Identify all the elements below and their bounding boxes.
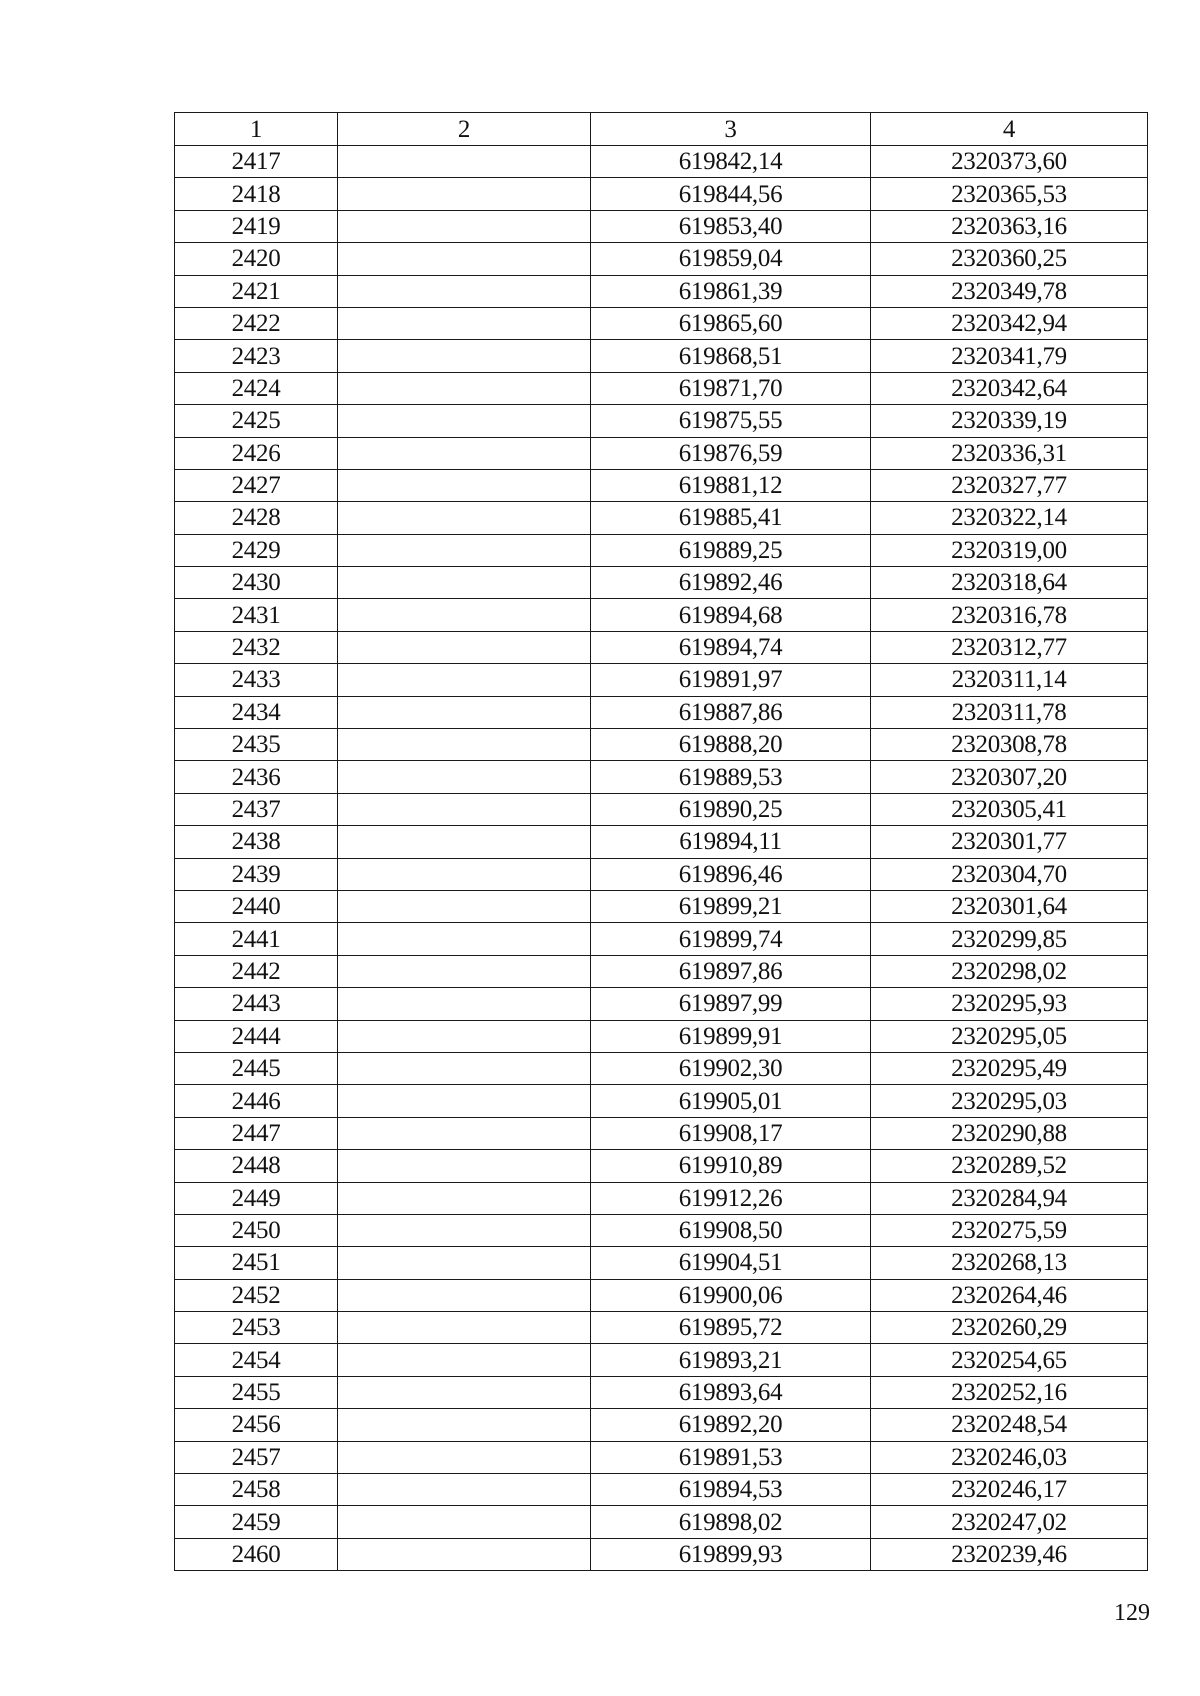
point-number-cell: 2440 xyxy=(175,890,338,922)
point-number-cell: 2426 xyxy=(175,437,338,469)
y-coordinate-cell: 2320305,41 xyxy=(871,793,1148,825)
empty-cell xyxy=(338,664,591,696)
x-coordinate-cell: 619875,55 xyxy=(591,405,871,437)
y-coordinate-cell: 2320246,17 xyxy=(871,1474,1148,1506)
empty-cell xyxy=(338,178,591,210)
point-number-cell: 2455 xyxy=(175,1376,338,1408)
point-number-cell: 2435 xyxy=(175,729,338,761)
x-coordinate-cell: 619900,06 xyxy=(591,1279,871,1311)
point-number-cell: 2431 xyxy=(175,599,338,631)
y-coordinate-cell: 2320318,64 xyxy=(871,567,1148,599)
x-coordinate-cell: 619899,93 xyxy=(591,1538,871,1570)
table-row xyxy=(175,923,1148,955)
empty-cell xyxy=(338,1020,591,1052)
table-row xyxy=(175,146,1148,178)
empty-cell xyxy=(338,1182,591,1214)
empty-cell xyxy=(338,696,591,728)
x-coordinate-cell: 619899,91 xyxy=(591,1020,871,1052)
y-coordinate-cell: 2320275,59 xyxy=(871,1214,1148,1246)
point-number-cell: 2450 xyxy=(175,1214,338,1246)
point-number-cell: 2430 xyxy=(175,567,338,599)
x-coordinate-cell: 619892,20 xyxy=(591,1409,871,1441)
empty-cell xyxy=(338,1312,591,1344)
y-coordinate-cell: 2320298,02 xyxy=(871,955,1148,987)
table-row xyxy=(175,502,1148,534)
y-coordinate-cell: 2320246,03 xyxy=(871,1441,1148,1473)
x-coordinate-cell: 619861,39 xyxy=(591,275,871,307)
y-coordinate-cell: 2320295,05 xyxy=(871,1020,1148,1052)
table-row xyxy=(175,1182,1148,1214)
table-row xyxy=(175,793,1148,825)
table-row xyxy=(175,1214,1148,1246)
y-coordinate-cell: 2320295,03 xyxy=(871,1085,1148,1117)
x-coordinate-cell: 619844,56 xyxy=(591,178,871,210)
empty-cell xyxy=(338,1344,591,1376)
y-coordinate-cell: 2320290,88 xyxy=(871,1117,1148,1149)
table-row xyxy=(175,696,1148,728)
point-number-cell: 2456 xyxy=(175,1409,338,1441)
point-number-cell: 2441 xyxy=(175,923,338,955)
y-coordinate-cell: 2320299,85 xyxy=(871,923,1148,955)
empty-cell xyxy=(338,567,591,599)
table-row xyxy=(175,372,1148,404)
point-number-cell: 2442 xyxy=(175,955,338,987)
empty-cell xyxy=(338,534,591,566)
point-number-cell: 2444 xyxy=(175,1020,338,1052)
table-row xyxy=(175,1052,1148,1084)
x-coordinate-cell: 619905,01 xyxy=(591,1085,871,1117)
column-header: 2 xyxy=(338,113,591,146)
point-number-cell: 2418 xyxy=(175,178,338,210)
empty-cell xyxy=(338,146,591,178)
x-coordinate-cell: 619888,20 xyxy=(591,729,871,761)
y-coordinate-cell: 2320248,54 xyxy=(871,1409,1148,1441)
y-coordinate-cell: 2320311,14 xyxy=(871,664,1148,696)
x-coordinate-cell: 619871,70 xyxy=(591,372,871,404)
y-coordinate-cell: 2320327,77 xyxy=(871,469,1148,501)
table-row xyxy=(175,729,1148,761)
point-number-cell: 2438 xyxy=(175,826,338,858)
empty-cell xyxy=(338,826,591,858)
x-coordinate-cell: 619891,97 xyxy=(591,664,871,696)
point-number-cell: 2451 xyxy=(175,1247,338,1279)
column-header: 1 xyxy=(175,113,338,146)
table-row xyxy=(175,1506,1148,1538)
table-row xyxy=(175,1117,1148,1149)
header-row xyxy=(175,113,1148,146)
x-coordinate-cell: 619893,21 xyxy=(591,1344,871,1376)
x-coordinate-cell: 619908,50 xyxy=(591,1214,871,1246)
y-coordinate-cell: 2320336,31 xyxy=(871,437,1148,469)
empty-cell xyxy=(338,1441,591,1473)
y-coordinate-cell: 2320341,79 xyxy=(871,340,1148,372)
x-coordinate-cell: 619908,17 xyxy=(591,1117,871,1149)
table-row xyxy=(175,1376,1148,1408)
y-coordinate-cell: 2320322,14 xyxy=(871,502,1148,534)
empty-cell xyxy=(338,631,591,663)
y-coordinate-cell: 2320284,94 xyxy=(871,1182,1148,1214)
empty-cell xyxy=(338,955,591,987)
point-number-cell: 2417 xyxy=(175,146,338,178)
empty-cell xyxy=(338,793,591,825)
empty-cell xyxy=(338,858,591,890)
point-number-cell: 2420 xyxy=(175,243,338,275)
table-row xyxy=(175,858,1148,890)
x-coordinate-cell: 619898,02 xyxy=(591,1506,871,1538)
table-row xyxy=(175,1409,1148,1441)
table-row xyxy=(175,243,1148,275)
point-number-cell: 2419 xyxy=(175,210,338,242)
empty-cell xyxy=(338,923,591,955)
x-coordinate-cell: 619894,68 xyxy=(591,599,871,631)
y-coordinate-cell: 2320363,16 xyxy=(871,210,1148,242)
x-coordinate-cell: 619890,25 xyxy=(591,793,871,825)
empty-cell xyxy=(338,729,591,761)
empty-cell xyxy=(338,1214,591,1246)
empty-cell xyxy=(338,372,591,404)
point-number-cell: 2421 xyxy=(175,275,338,307)
empty-cell xyxy=(338,1376,591,1408)
y-coordinate-cell: 2320247,02 xyxy=(871,1506,1148,1538)
y-coordinate-cell: 2320312,77 xyxy=(871,631,1148,663)
point-number-cell: 2449 xyxy=(175,1182,338,1214)
table-row xyxy=(175,275,1148,307)
y-coordinate-cell: 2320311,78 xyxy=(871,696,1148,728)
empty-cell xyxy=(338,988,591,1020)
empty-cell xyxy=(338,1474,591,1506)
x-coordinate-cell: 619896,46 xyxy=(591,858,871,890)
table-row xyxy=(175,826,1148,858)
x-coordinate-cell: 619891,53 xyxy=(591,1441,871,1473)
table-row xyxy=(175,178,1148,210)
empty-cell xyxy=(338,210,591,242)
empty-cell xyxy=(338,437,591,469)
x-coordinate-cell: 619889,25 xyxy=(591,534,871,566)
point-number-cell: 2427 xyxy=(175,469,338,501)
empty-cell xyxy=(338,1117,591,1149)
y-coordinate-cell: 2320239,46 xyxy=(871,1538,1148,1570)
point-number-cell: 2425 xyxy=(175,405,338,437)
table-header xyxy=(175,113,1148,146)
empty-cell xyxy=(338,405,591,437)
y-coordinate-cell: 2320289,52 xyxy=(871,1150,1148,1182)
column-header: 4 xyxy=(871,113,1148,146)
y-coordinate-cell: 2320301,64 xyxy=(871,890,1148,922)
point-number-cell: 2424 xyxy=(175,372,338,404)
point-number-cell: 2452 xyxy=(175,1279,338,1311)
point-number-cell: 2460 xyxy=(175,1538,338,1570)
table-row xyxy=(175,210,1148,242)
empty-cell xyxy=(338,502,591,534)
y-coordinate-cell: 2320295,93 xyxy=(871,988,1148,1020)
table-row xyxy=(175,1247,1148,1279)
table-row xyxy=(175,1344,1148,1376)
x-coordinate-cell: 619859,04 xyxy=(591,243,871,275)
y-coordinate-cell: 2320360,25 xyxy=(871,243,1148,275)
y-coordinate-cell: 2320260,29 xyxy=(871,1312,1148,1344)
table-row xyxy=(175,1020,1148,1052)
table-row xyxy=(175,469,1148,501)
y-coordinate-cell: 2320349,78 xyxy=(871,275,1148,307)
empty-cell xyxy=(338,599,591,631)
point-number-cell: 2453 xyxy=(175,1312,338,1344)
x-coordinate-cell: 619894,53 xyxy=(591,1474,871,1506)
point-number-cell: 2448 xyxy=(175,1150,338,1182)
x-coordinate-cell: 619894,11 xyxy=(591,826,871,858)
y-coordinate-cell: 2320252,16 xyxy=(871,1376,1148,1408)
x-coordinate-cell: 619892,46 xyxy=(591,567,871,599)
y-coordinate-cell: 2320264,46 xyxy=(871,1279,1148,1311)
point-number-cell: 2422 xyxy=(175,307,338,339)
table-row xyxy=(175,761,1148,793)
x-coordinate-cell: 619902,30 xyxy=(591,1052,871,1084)
y-coordinate-cell: 2320304,70 xyxy=(871,858,1148,890)
table-row xyxy=(175,1474,1148,1506)
table-row xyxy=(175,567,1148,599)
point-number-cell: 2433 xyxy=(175,664,338,696)
table-row xyxy=(175,1441,1148,1473)
point-number-cell: 2443 xyxy=(175,988,338,1020)
x-coordinate-cell: 619897,99 xyxy=(591,988,871,1020)
empty-cell xyxy=(338,1052,591,1084)
point-number-cell: 2454 xyxy=(175,1344,338,1376)
x-coordinate-cell: 619887,86 xyxy=(591,696,871,728)
y-coordinate-cell: 2320339,19 xyxy=(871,405,1148,437)
x-coordinate-cell: 619904,51 xyxy=(591,1247,871,1279)
table-row xyxy=(175,1279,1148,1311)
x-coordinate-cell: 619865,60 xyxy=(591,307,871,339)
point-number-cell: 2446 xyxy=(175,1085,338,1117)
table-row xyxy=(175,340,1148,372)
x-coordinate-cell: 619899,74 xyxy=(591,923,871,955)
point-number-cell: 2428 xyxy=(175,502,338,534)
x-coordinate-cell: 619893,64 xyxy=(591,1376,871,1408)
y-coordinate-cell: 2320316,78 xyxy=(871,599,1148,631)
point-number-cell: 2436 xyxy=(175,761,338,793)
y-coordinate-cell: 2320342,94 xyxy=(871,307,1148,339)
y-coordinate-cell: 2320301,77 xyxy=(871,826,1148,858)
point-number-cell: 2457 xyxy=(175,1441,338,1473)
x-coordinate-cell: 619910,89 xyxy=(591,1150,871,1182)
y-coordinate-cell: 2320254,65 xyxy=(871,1344,1148,1376)
x-coordinate-cell: 619881,12 xyxy=(591,469,871,501)
empty-cell xyxy=(338,1247,591,1279)
empty-cell xyxy=(338,890,591,922)
x-coordinate-cell: 619889,53 xyxy=(591,761,871,793)
table-row xyxy=(175,664,1148,696)
table-row xyxy=(175,534,1148,566)
point-number-cell: 2459 xyxy=(175,1506,338,1538)
table-row xyxy=(175,405,1148,437)
table-row xyxy=(175,599,1148,631)
point-number-cell: 2434 xyxy=(175,696,338,728)
table-body xyxy=(175,146,1148,1571)
point-number-cell: 2439 xyxy=(175,858,338,890)
point-number-cell: 2432 xyxy=(175,631,338,663)
empty-cell xyxy=(338,1085,591,1117)
x-coordinate-cell: 619885,41 xyxy=(591,502,871,534)
y-coordinate-cell: 2320295,49 xyxy=(871,1052,1148,1084)
point-number-cell: 2429 xyxy=(175,534,338,566)
table-row xyxy=(175,988,1148,1020)
y-coordinate-cell: 2320268,13 xyxy=(871,1247,1148,1279)
table-row xyxy=(175,307,1148,339)
coordinates-table xyxy=(174,112,1148,1571)
empty-cell xyxy=(338,340,591,372)
table-row xyxy=(175,1150,1148,1182)
table-row xyxy=(175,890,1148,922)
y-coordinate-cell: 2320307,20 xyxy=(871,761,1148,793)
y-coordinate-cell: 2320373,60 xyxy=(871,146,1148,178)
point-number-cell: 2447 xyxy=(175,1117,338,1149)
y-coordinate-cell: 2320365,53 xyxy=(871,178,1148,210)
x-coordinate-cell: 619842,14 xyxy=(591,146,871,178)
empty-cell xyxy=(338,1409,591,1441)
point-number-cell: 2458 xyxy=(175,1474,338,1506)
x-coordinate-cell: 619899,21 xyxy=(591,890,871,922)
x-coordinate-cell: 619894,74 xyxy=(591,631,871,663)
table-row xyxy=(175,1085,1148,1117)
y-coordinate-cell: 2320342,64 xyxy=(871,372,1148,404)
y-coordinate-cell: 2320308,78 xyxy=(871,729,1148,761)
empty-cell xyxy=(338,761,591,793)
empty-cell xyxy=(338,1279,591,1311)
empty-cell xyxy=(338,1538,591,1570)
x-coordinate-cell: 619897,86 xyxy=(591,955,871,987)
empty-cell xyxy=(338,1506,591,1538)
point-number-cell: 2437 xyxy=(175,793,338,825)
y-coordinate-cell: 2320319,00 xyxy=(871,534,1148,566)
empty-cell xyxy=(338,243,591,275)
point-number-cell: 2445 xyxy=(175,1052,338,1084)
empty-cell xyxy=(338,307,591,339)
table-row xyxy=(175,1538,1148,1570)
empty-cell xyxy=(338,469,591,501)
table-row xyxy=(175,1312,1148,1344)
table-row xyxy=(175,955,1148,987)
x-coordinate-cell: 619853,40 xyxy=(591,210,871,242)
table-row xyxy=(175,437,1148,469)
empty-cell xyxy=(338,1150,591,1182)
point-number-cell: 2423 xyxy=(175,340,338,372)
x-coordinate-cell: 619876,59 xyxy=(591,437,871,469)
x-coordinate-cell: 619912,26 xyxy=(591,1182,871,1214)
table-row xyxy=(175,631,1148,663)
x-coordinate-cell: 619895,72 xyxy=(591,1312,871,1344)
column-header: 3 xyxy=(591,113,871,146)
x-coordinate-cell: 619868,51 xyxy=(591,340,871,372)
empty-cell xyxy=(338,275,591,307)
page-number: 129 xyxy=(1114,1600,1150,1626)
